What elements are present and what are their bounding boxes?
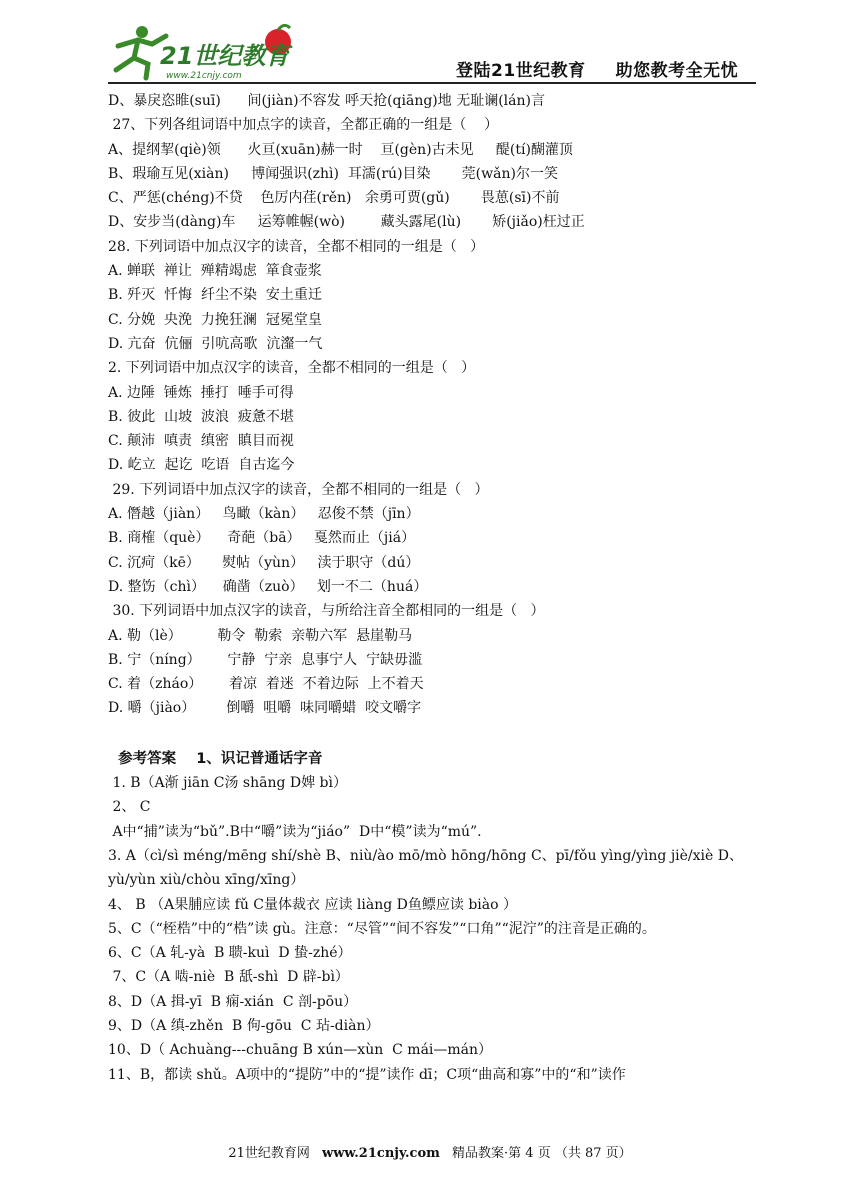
answer-line: 2、 C [108,799,151,816]
question-28: 28. 下列词语中加点汉字的读音，全都不相同的一组是（ ） [108,238,485,255]
answer-line: 5、C（“桎梏”中的“梏”读 gù。注意：“尽管”“间不容发”“口角”“泥泞”的注音是正确的。 [108,920,656,937]
option-line: A. 勒（lè） 勒令 勒索 亲勒六军 悬崖勒马 [108,627,413,644]
footer-site: 21世纪教育网 [228,1146,310,1161]
option-line: C. 沉疴（kē） 熨帖（yùn） 渎于职守（dú） [108,554,420,571]
answer-line: 9、D（A 缜-zhěn B 佝-gōu C 玷-diàn） [108,1017,380,1034]
question-29: 29. 下列词语中加点汉字的读音，全都不相同的一组是（ ） [108,481,489,498]
option-line: C. 颠沛 嗔责 缜密 瞋目而视 [108,433,294,450]
option-line: C. 分娩 央浼 力挽狂澜 冠冕堂皇 [108,311,322,328]
slogan-left: 登陆21世纪教育 [456,61,586,81]
option-line: D. 亢奋 伉俪 引吭高歌 沆瀣一气 [108,335,323,352]
option-line: C. 着（zháo） 着凉 着迷 不着边际 上不着天 [108,676,424,693]
option-line: D. 整饬（chì） 确凿（zuò） 划一不二（huá） [108,578,428,595]
option-line: D. 屹立 起讫 吃语 自古迄今 [108,457,295,474]
footer-page-info: 精品教案·第 4 页 （共 87 页） [452,1146,632,1161]
answer-line: 8、D（A 揖-yī B 痫-xián C 剖-pōu） [108,993,358,1010]
footer-url: www.21cnjy.com [322,1146,440,1161]
option-line: B、瑕瑜互见(xiàn) 博闻强识(zhì) 耳濡(rú)目染 莞(wǎn)尔一笑 [108,165,558,182]
logo-21cnjy [108,24,308,82]
option-line: B. 宁（níng） 宁静 宁亲 息事宁人 宁缺毋滥 [108,651,423,668]
question-2: 2. 下列词语中加点汉字的读音，全都不相同的一组是（ ） [108,360,476,377]
question-27: 27、下列各组词语中加点字的读音，全都正确的一组是（ ） [108,117,499,134]
logo-text: 21世纪教育 [160,42,290,70]
answer-line: 7、C（A 啮-niè B 舐-shì D 辟-bì） [108,969,349,986]
page-header [0,0,860,86]
option-line: D. 嚼（jiào） 倒嚼 咀嚼 味同嚼蜡 咬文嚼字 [108,700,422,717]
answer-line: 11、B，都读 shǔ。A项中的“提防”中的“提”读作 dī；C项“曲高和寡”中的“和”读作 [108,1066,626,1083]
page-footer [0,1142,860,1161]
text-line: D、暴戾恣睢(suī) 间(jiàn)不容发 呼天抢(qiāng)地 无耻谰(lán)言 [108,93,545,109]
option-line: B. 歼灭 忏悔 纤尘不染 安土重迁 [108,287,322,304]
logo-url: www.21cnjy.com [166,71,242,81]
answer-line: 10、D（ Achuàng---chuāng B xún—xùn C mái—mán） [108,1042,493,1059]
header-slogan [456,56,738,81]
answers-title: 参考答案 1、识记普通话字音 [108,750,323,767]
running-figure-icon [116,26,166,78]
option-line: A. 僭越（jiàn） 鸟瞰（kàn） 忍俊不禁（jīn） [108,506,420,523]
answer-line: 6、C（A 轧-yà B 聩-kuì D 蛰-zhé） [108,945,352,962]
answer-line: 4、 B （A果脯应读 fǔ C量体裁衣 应读 liàng D鱼鳔应读 biào ） [108,896,517,913]
document-body [108,89,768,1087]
option-line: B. 彼此 山坡 波浪 疲惫不堪 [108,408,294,425]
answer-line: 1. B（A渐 jiān C汤 shāng D婢 bì） [108,775,347,792]
header-rule [108,82,756,84]
answer-line: A中“捕”读为“bǔ”.B中“嚼”读为“jiáo” D中“模”读为“mú”. [108,823,482,840]
question-30: 30. 下列词语中加点汉字的读音，与所给注音全都相同的一组是（ ） [108,603,545,620]
answer-line: 3. A（cì/sì méng/mēng shí/shè B、niù/ào mō/mò hōng/hōng C、pī/fǒu yìng/yìng jiè/xiè D、yù/yùn xiù/chòu xīng/xīng） [108,847,743,889]
option-line: A. 边陲 锤炼 捶打 唾手可得 [108,384,294,401]
slogan-right: 助您教考全无忧 [615,61,739,81]
option-line: B. 商榷（què） 奇葩（bā） 戛然而止（jiá） [108,530,416,547]
option-line: D、安步当(dàng)车 运筹帷幄(wò) 藏头露尾(lù) 矫(jiǎo)枉过正 [108,214,585,231]
option-line: A、提纲挈(qiè)领 火亘(xuān)赫一时 亘(gèn)古未见 醍(tí)醐灌顶 [108,141,573,158]
option-line: C、严惩(chéng)不贷 色厉内荏(rěn) 余勇可贾(gǔ) 畏葸(sī)不前 [108,190,560,207]
option-line: A. 蝉联 禅让 殚精竭虑 箪食壶浆 [108,263,322,280]
